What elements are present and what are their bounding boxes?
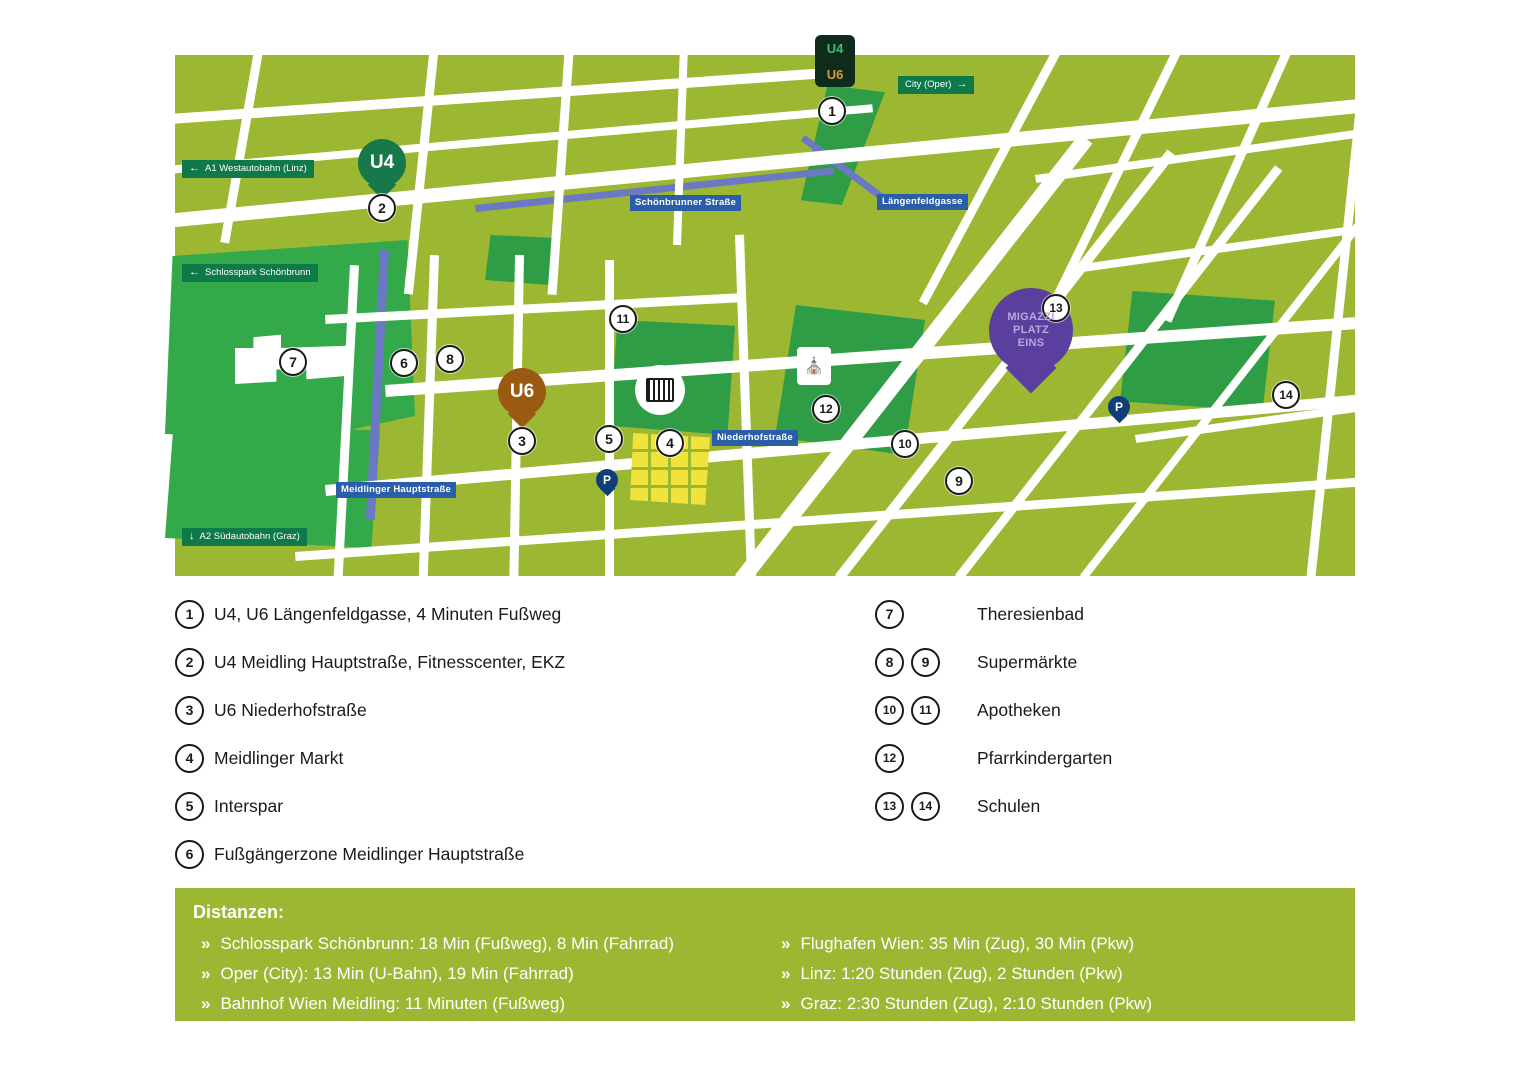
legend-number: 1 [175, 600, 204, 629]
map-marker-6[interactable]: 6 [390, 349, 418, 377]
legend-number: 11 [911, 696, 940, 725]
map-marker-7[interactable]: 7 [279, 348, 307, 376]
distance-item [189, 929, 769, 959]
distance-item [769, 929, 1349, 959]
map-marker-9[interactable]: 9 [945, 467, 973, 495]
migazzi-line-1: MIGAZZI [1007, 310, 1055, 323]
legend-label: Meidlinger Markt [214, 747, 344, 768]
street-label: Längenfeldgasse [877, 194, 968, 210]
legend-numbers [175, 840, 204, 869]
street-label: Meidlinger Hauptstraße [336, 482, 456, 498]
map-marker-1[interactable]: 1 [818, 97, 846, 125]
legend-numbers [175, 600, 204, 629]
arrow-left-icon: ← [189, 266, 200, 278]
legend-label: Fußgängerzone Meidlinger Hauptstraße [214, 843, 525, 864]
direction-sign-a1-westautobahn[interactable] [182, 160, 314, 178]
legend-label: Apotheken [977, 699, 1061, 720]
legend-numbers [875, 696, 947, 725]
legend-item [175, 638, 775, 686]
street-label: Niederhofstraße [712, 430, 798, 446]
bullet-icon: » [781, 994, 791, 1013]
parking-pin[interactable] [1108, 396, 1130, 426]
map-marker-8[interactable]: 8 [436, 345, 464, 373]
road-east-3 [1163, 45, 1293, 323]
legend-numbers [875, 744, 947, 773]
direction-sign-schlosspark[interactable] [182, 264, 318, 282]
distance-label: Linz: 1:20 Stunden (Zug), 2 Stunden (Pkw) [800, 964, 1123, 983]
transit-pin-u6[interactable] [498, 368, 546, 430]
legend-numbers [175, 696, 204, 725]
legend-number: 5 [175, 792, 204, 821]
distance-item [769, 959, 1349, 989]
map-marker-3[interactable]: 3 [508, 427, 536, 455]
distance-label: Flughafen Wien: 35 Min (Zug), 30 Min (Pkw) [800, 934, 1134, 953]
bullet-icon: » [781, 934, 791, 953]
direction-sign-label: A2 Südautobahn (Graz) [199, 531, 300, 542]
legend-item [875, 590, 1355, 638]
legend-label: U4, U6 Längenfeldgasse, 4 Minuten Fußweg [214, 603, 562, 624]
legend-number: 9 [911, 648, 940, 677]
legend-number: 14 [911, 792, 940, 821]
road-east-2 [1043, 45, 1183, 319]
legend-label: U6 Niederhofstraße [214, 699, 367, 720]
arrow-down-icon: ↓ [189, 530, 195, 542]
map-marker-10[interactable]: 10 [891, 430, 919, 458]
migazzi-platz-eins-pin[interactable] [989, 288, 1073, 396]
legend-label: Supermärkte [977, 651, 1078, 672]
legend-number: 6 [175, 840, 204, 869]
map-marker-4[interactable]: 4 [656, 429, 684, 457]
legend-item [175, 782, 775, 830]
transit-pin-u4[interactable] [358, 139, 406, 201]
legend [175, 590, 1355, 880]
road-cross-3 [548, 45, 574, 295]
parking-pin-label: P [602, 473, 611, 487]
legend-label: Schulen [977, 795, 1041, 816]
distance-item [189, 989, 769, 1019]
legend-numbers [175, 648, 204, 677]
legend-item [175, 590, 775, 638]
distance-label: Oper (City): 13 Min (U-Bahn), 19 Min (Fahrrad) [220, 964, 574, 983]
parking-pin-label: P [1114, 400, 1123, 414]
direction-sign-label: City (Oper) [905, 79, 952, 90]
legend-item [175, 686, 775, 734]
distances-column-left [189, 929, 769, 1019]
legend-numbers [175, 744, 204, 773]
legend-column-right [875, 590, 1355, 830]
legend-label: U4 Meidling Hauptstraße, Fitnesscenter, EKZ [214, 651, 566, 672]
road-east-7 [1306, 115, 1364, 583]
distance-item [769, 989, 1349, 1019]
direction-sign-city-oper[interactable] [898, 76, 974, 94]
distance-item [189, 959, 769, 989]
legend-number: 4 [175, 744, 204, 773]
legend-number: 3 [175, 696, 204, 725]
kindergarten-icon: ⛪ [797, 347, 831, 385]
legend-item [875, 686, 1355, 734]
legend-column-left [175, 590, 775, 878]
distance-label: Graz: 2:30 Stunden (Zug), 2:10 Stunden (Pkw) [800, 994, 1152, 1013]
legend-item [875, 782, 1355, 830]
transit-badge-u4-label: U4 [826, 40, 844, 56]
distances-title: Distanzen: [193, 902, 285, 922]
legend-label: Interspar [214, 795, 284, 816]
migazzi-line-3: EINS [1017, 336, 1045, 349]
direction-sign-a2-suedautobahn[interactable] [182, 528, 307, 546]
legend-numbers [875, 648, 947, 677]
transit-badge-u6-label: U6 [826, 66, 844, 82]
park-green-school-east [1120, 291, 1275, 411]
map-marker-2[interactable]: 2 [368, 194, 396, 222]
legend-number: 10 [875, 696, 904, 725]
parking-pin[interactable] [596, 469, 618, 499]
distances-column-right [769, 929, 1349, 1019]
legend-number: 12 [875, 744, 904, 773]
transit-pin-u6-label: U6 [509, 381, 535, 402]
legend-item [175, 734, 775, 782]
market-hall-icon [635, 365, 685, 415]
bullet-icon: » [781, 964, 791, 983]
bullet-icon: » [201, 994, 211, 1013]
legend-numbers [175, 792, 204, 821]
distances-panel [175, 888, 1355, 1021]
transit-badge-u6 [815, 61, 855, 87]
road-south-2 [295, 475, 1393, 561]
legend-number: 7 [875, 600, 904, 629]
transit-badge-u4-u6[interactable] [815, 35, 855, 87]
map-marker-13[interactable]: 13 [1042, 294, 1070, 322]
bullet-icon: » [201, 934, 211, 953]
legend-label: Pfarrkindergarten [977, 747, 1113, 768]
migazzi-line-2: PLATZ [1012, 323, 1050, 336]
legend-numbers [875, 600, 947, 629]
road-cross-5 [418, 255, 439, 585]
map-marker-12[interactable]: 12 [812, 395, 840, 423]
legend-label: Theresienbad [977, 603, 1085, 624]
legend-item [175, 830, 775, 878]
direction-sign-label: A1 Westautobahn (Linz) [205, 163, 307, 174]
map-marker-5[interactable]: 5 [595, 425, 623, 453]
map-canvas[interactable] [175, 40, 1355, 576]
road-cross-8 [735, 235, 756, 585]
transit-pin-u4-label: U4 [369, 152, 395, 173]
arrow-left-icon: ← [189, 162, 200, 174]
street-label: Schönbrunner Straße [630, 195, 741, 211]
legend-number: 13 [875, 792, 904, 821]
distance-label: Bahnhof Wien Meidling: 11 Minuten (Fußweg) [220, 994, 566, 1013]
map-marker-14[interactable]: 14 [1272, 381, 1300, 409]
road-cross-4 [673, 45, 688, 245]
migazzi-pin-label [989, 288, 1073, 372]
legend-numbers [875, 792, 947, 821]
road-east-5 [1075, 219, 1403, 273]
transit-badge-u4 [815, 35, 855, 61]
legend-number: 2 [175, 648, 204, 677]
direction-sign-label: Schlosspark Schönbrunn [205, 267, 311, 278]
arrow-right-icon: → [956, 78, 968, 90]
map-marker-11[interactable]: 11 [609, 305, 637, 333]
bullet-icon: » [201, 964, 211, 983]
legend-item [875, 734, 1355, 782]
distance-label: Schlosspark Schönbrunn: 18 Min (Fußweg), 8 Min (Fahrrad) [220, 934, 674, 953]
legend-number: 8 [875, 648, 904, 677]
legend-item [875, 638, 1355, 686]
